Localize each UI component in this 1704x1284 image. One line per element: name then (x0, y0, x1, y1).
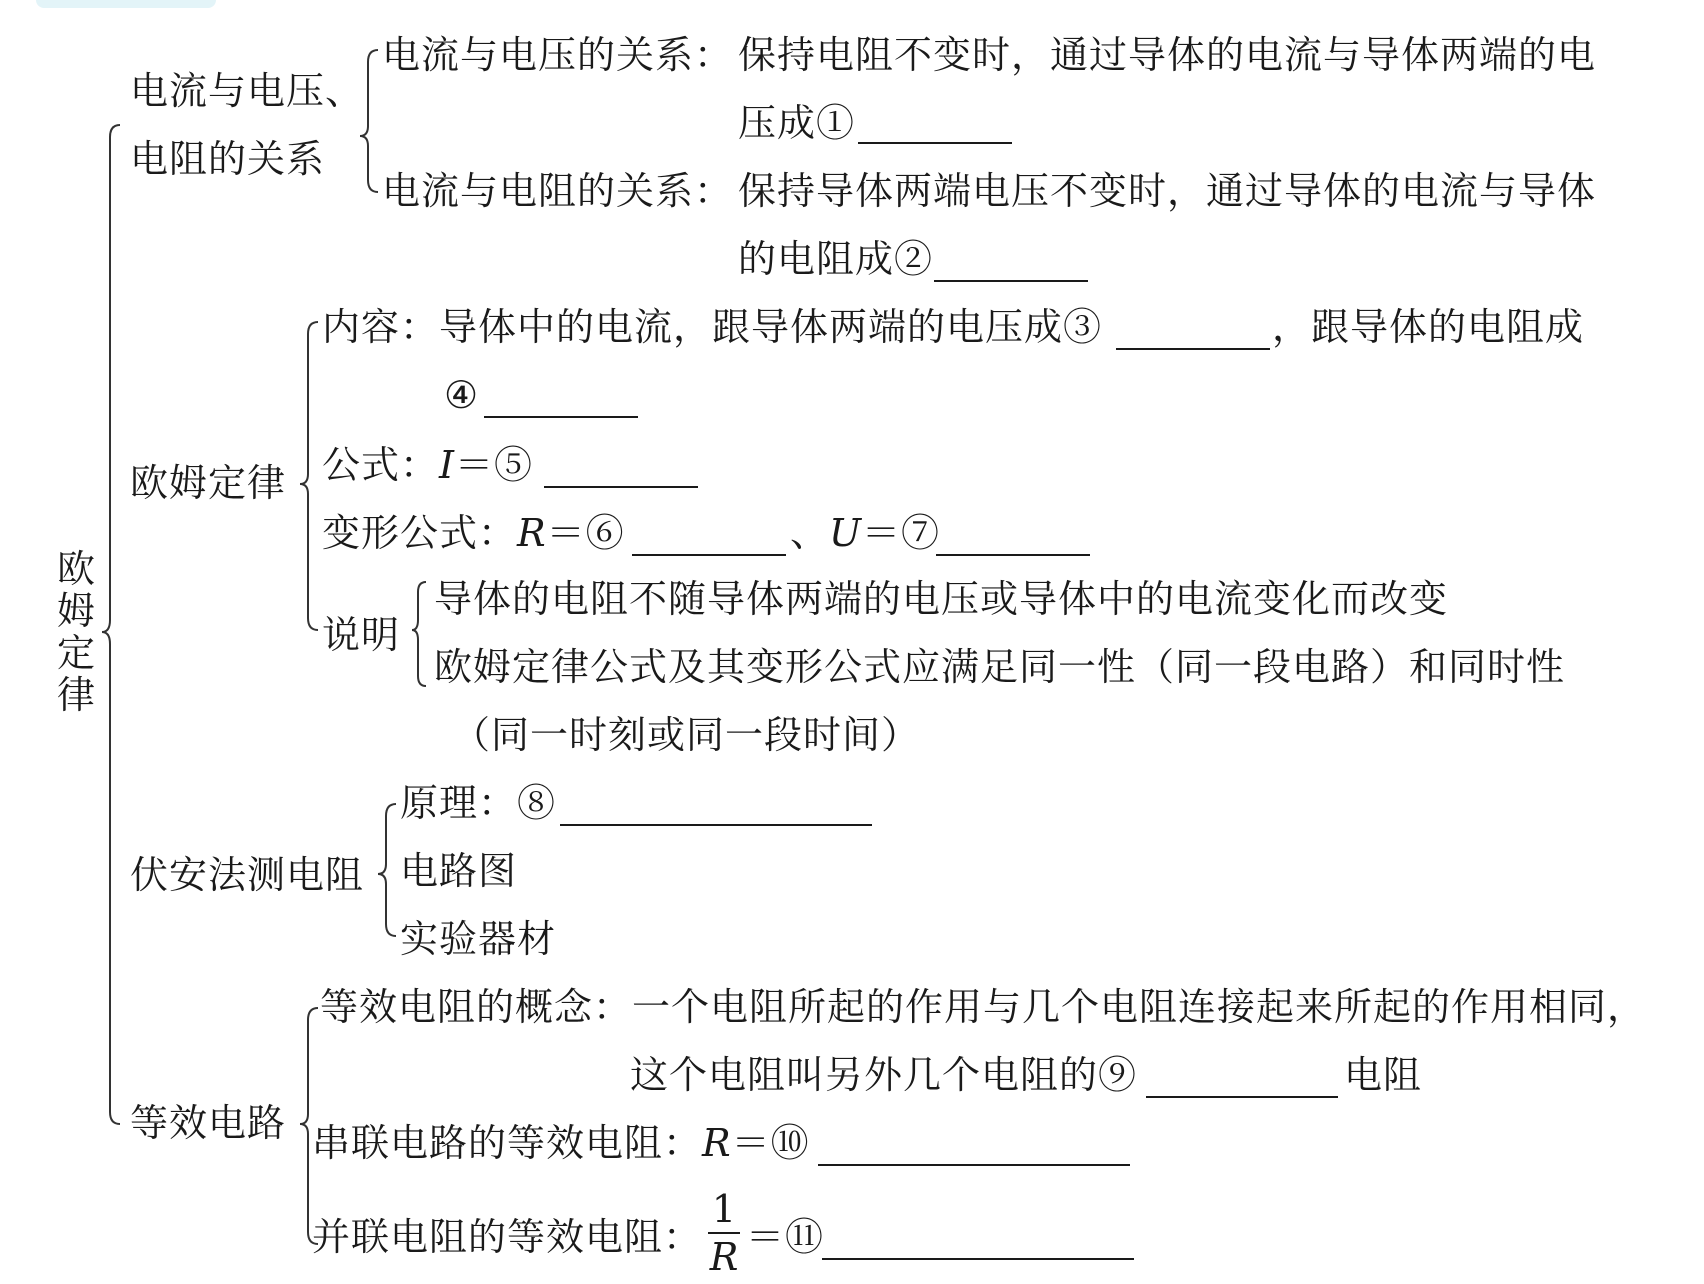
formula-var: I (439, 443, 456, 487)
blank-10[interactable] (818, 1164, 1130, 1166)
s1-a-label: 电流与电压的关系： (382, 33, 734, 77)
s1-title-line1: 电流与电压、 (130, 69, 365, 113)
s3-title: 伏安法测电阻 (130, 853, 365, 897)
s2-content-c: ④ (444, 373, 480, 417)
s1-b-text1: 保持导体两端电压不变时，通过导体的电流与导体 (738, 169, 1597, 213)
series-var: R (702, 1121, 732, 1165)
deform-u-var: U (829, 511, 863, 555)
blank-7[interactable] (936, 554, 1090, 556)
blank-4[interactable] (484, 416, 638, 418)
s2-note-label: 说明 (322, 613, 401, 657)
s4-concept-1: 等效电阻的概念：一个电阻所起的作用与几个电阻连接起来所起的作用相同， (320, 985, 1647, 1029)
s2-deform-u (790, 510, 940, 556)
s2-note-2: 欧姆定律公式及其变形公式应满足同一性（同一段电路）和同时性 (434, 645, 1566, 689)
root-char: 姆 (56, 589, 95, 633)
s1-a-text2: 压成① (738, 101, 856, 145)
s3-item-1: 原理：⑧ (400, 781, 557, 825)
formula-label: 公式： (322, 443, 440, 487)
fraction-bar (708, 1232, 740, 1234)
s1-b-label: 电流与电阻的关系： (382, 169, 734, 213)
s3-item-3: 实验器材 (400, 917, 557, 961)
fraction-denominator: R (709, 1235, 739, 1279)
s1-a-text1: 保持电阻不变时，通过导体的电流与导体两端的电 (738, 33, 1597, 77)
s4-concept-2: 这个电阻叫另外几个电阻的⑨ (630, 1053, 1138, 1097)
blank-9[interactable] (1146, 1096, 1338, 1098)
s3-item-2: 电路图 (400, 849, 518, 893)
root-char: 欧 (56, 547, 95, 591)
blank-3[interactable] (1116, 348, 1270, 350)
s1-title-line2: 电阻的关系 (130, 137, 326, 181)
s2-brace (300, 322, 318, 630)
s4-parallel-label: 并联电阻的等效电阻： (312, 1215, 703, 1259)
s2-title: 欧姆定律 (130, 461, 287, 505)
s4-parallel-eq: ＝⑪ (746, 1215, 825, 1259)
deform-label: 变形公式： (322, 511, 518, 555)
s1-b-text2: 的电阻成② (738, 237, 934, 281)
blank-5[interactable] (544, 486, 698, 488)
s2-deform (322, 510, 625, 556)
parallel-fraction (704, 1188, 744, 1278)
note-brace (412, 582, 426, 686)
s4-title: 等效电路 (130, 1101, 287, 1145)
s2-note-1: 导体的电阻不随导体两端的电压或导体中的电流变化而改变 (434, 577, 1449, 621)
blank-8[interactable] (560, 824, 872, 826)
deform-r-eq: ＝⑥ (546, 511, 625, 555)
root-title (54, 548, 98, 716)
deform-r-var: R (517, 511, 547, 555)
s2-content-b: ，跟导体的电阻成 (1272, 305, 1585, 349)
root-char: 律 (56, 673, 95, 717)
s3-brace (378, 804, 396, 936)
blank-2[interactable] (934, 280, 1088, 282)
s4-concept-3: 电阻 (1344, 1053, 1423, 1097)
s2-formula (322, 442, 533, 488)
formula-eq: ＝⑤ (455, 443, 534, 487)
blank-6[interactable] (632, 554, 786, 556)
deform-u-eq: ＝⑦ (862, 511, 941, 555)
series-eq: ＝⑩ (731, 1121, 810, 1165)
deform-sep: 、 (790, 511, 830, 555)
root-brace (102, 125, 120, 1124)
s4-series (312, 1120, 810, 1166)
s2-note-3: （同一时刻或同一段时间） (452, 713, 921, 757)
fraction-numerator: 1 (711, 1187, 737, 1231)
s2-content-a: 内容：导体中的电流，跟导体两端的电压成③ (322, 305, 1103, 349)
blank-11[interactable] (822, 1258, 1134, 1260)
root-char: 定 (56, 631, 95, 675)
blank-1[interactable] (858, 142, 1012, 144)
series-label: 串联电路的等效电阻： (312, 1121, 703, 1165)
